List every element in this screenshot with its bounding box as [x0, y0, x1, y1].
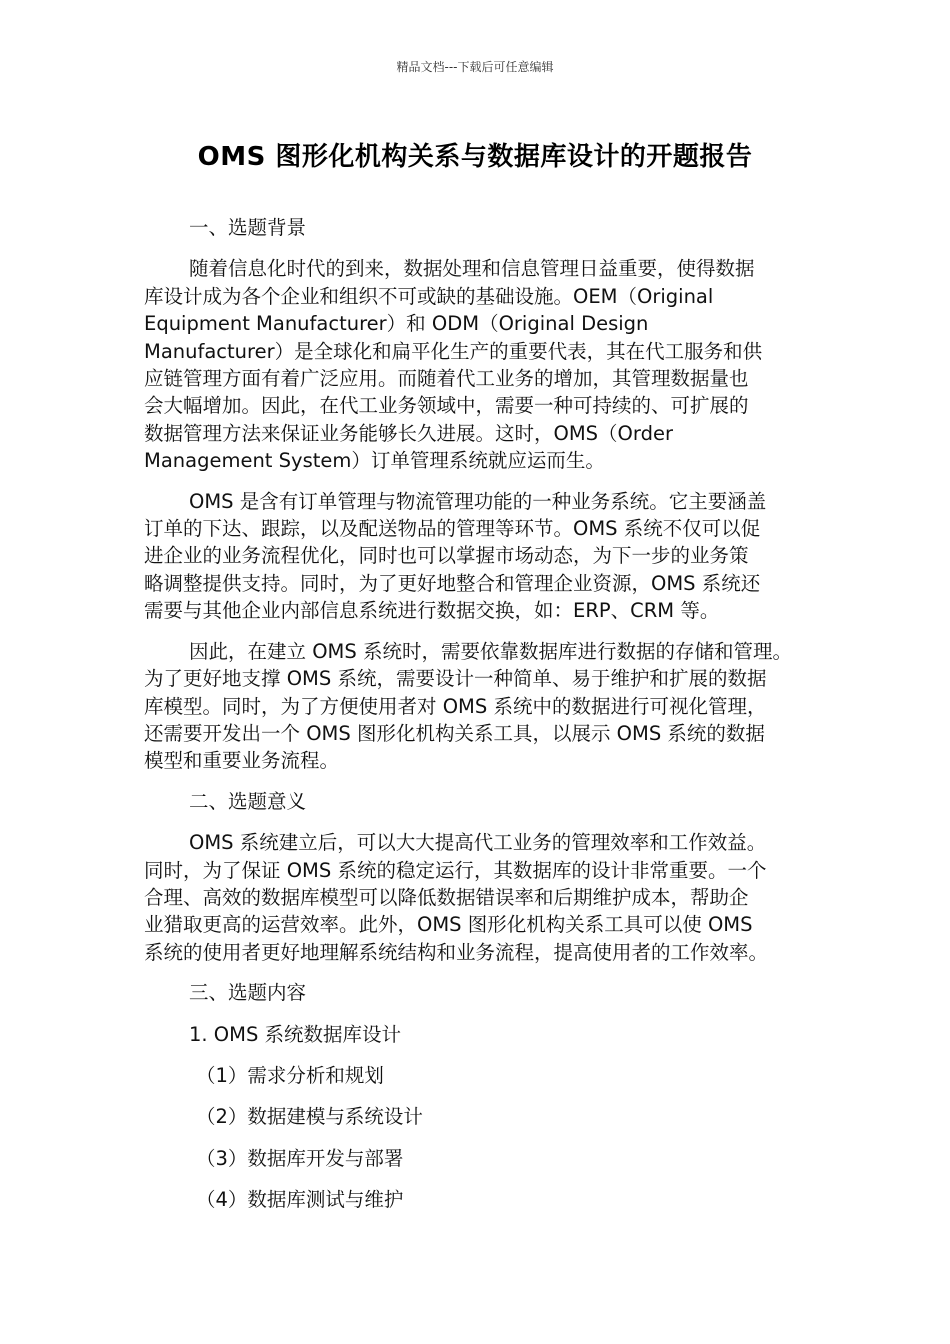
paragraph-background-2: OMS 是含有订单管理与物流管理功能的一种业务系统。它主要涵盖 订单的下达、跟踪，以及配送物品的管理等环节。OMS 系统不仅可以促 进企业的业务流程优化，同时也可以掌握市场动态，为下一步的业务策 略调整提供支持。同时，为了更好地整合和管理企业资源，OMS 系统还 需要与其他企业内部信息系统进行数据交换，如：ERP、CRM 等。	[144, 489, 767, 623]
section-heading-background: 一、选题背景	[189, 216, 307, 239]
page-header: 精品文档---下载后可任意编辑	[396, 60, 554, 74]
document-body	[144, 214, 824, 1228]
sub-item-testing: （4）数据库测试与维护	[196, 1188, 404, 1212]
paragraph-background-3: 因此，在建立 OMS 系统时，需要依靠数据库进行数据的存储和管理。 为了更好地支撑 OMS 系统，需要设计一种简单、易于维护和扩展的数据 库模型。同时，为了方便使用者对 OMS 系统中的数据进行可视化管理， 还需要开发出一个 OMS 图形化机构关系工具，以展示 OMS 系统的数据 模型和重要业务流程。	[144, 639, 792, 773]
list-item-oms-database-design: 1. OMS 系统数据库设计	[189, 1022, 402, 1046]
sub-item-requirements: （1）需求分析和规划	[196, 1063, 384, 1087]
document-title: OMS 图形化机构关系与数据库设计的开题报告	[197, 142, 753, 172]
section-heading-content: 三、选题内容	[189, 981, 307, 1005]
sub-item-development: （3）数据库开发与部署	[196, 1146, 404, 1170]
section-heading-significance: 二、选题意义	[189, 789, 307, 813]
paragraph-background-1: 随着信息化时代的到来，数据处理和信息管理日益重要，使得数据 库设计成为各个企业和组织不可或缺的基础设施。OEM（Original Equipment Manufacturer）和 ODM（Original Design Manufacturer）是全球化和扁平化生产的重要代表，其在代工服务和供 应链管理方面有着广泛应用。而随着代工业务的增加，其管理数据量也 会大幅增加。因此，在代工业务领域中，需要一种可持续的、可扩展的 数据管理方法来保证业务能够长久进展。这时，OMS（Order Management System）订单管理系统就应运而生。	[144, 257, 763, 473]
sub-item-modeling: （2）数据建模与系统设计	[196, 1105, 423, 1129]
paragraph-significance: OMS 系统建立后，可以大大提高代工业务的管理效率和工作效益。 同时，为了保证 OMS 系统的稳定运行，其数据库的设计非常重要。一个 合理、高效的数据库模型可以降低数据错误率和后期维护成本，帮助企 业猎取更高的运营效率。此外，OMS 图形化机构关系工具可以使 OMS 系统的使用者更好地理解系统结构和业务流程，提高使用者的工作效率。	[144, 831, 769, 964]
